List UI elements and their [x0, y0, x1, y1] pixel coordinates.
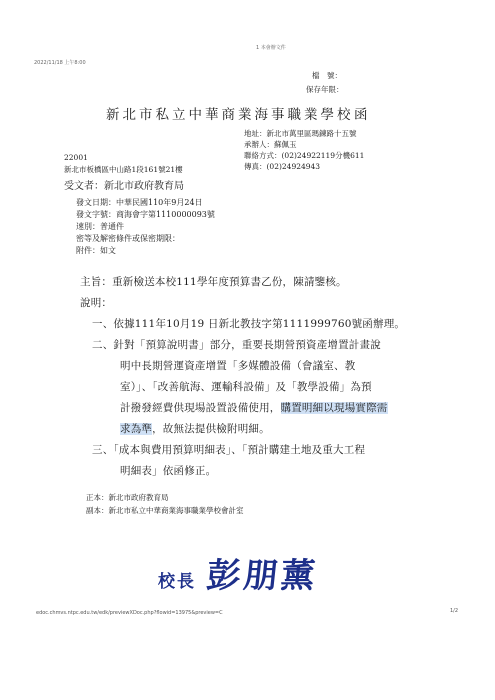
- stamp-timestamp: 2022/11/18 上午8:00: [34, 60, 86, 66]
- subject-line: 主旨：重新檢送本校111學年度預算書乙份，陳請鑒核。: [80, 276, 347, 288]
- explanation-item-1: 一、依據111年10月19 日新北教技字第1111999760號函辦理。: [92, 318, 406, 330]
- explanation-item-2-line-4: [120, 400, 388, 415]
- document-title: 新北市私立中華商業海事職業學校: [106, 107, 354, 123]
- signature-title: 校長: [158, 572, 196, 592]
- attachments: 附件：如文: [76, 246, 116, 255]
- line-text: 計撥發經費供現場設置設備使用，: [120, 402, 281, 414]
- page-header-label: 1 本會辦文件: [256, 45, 286, 51]
- cc-main-recipient: 正本：新北市政府教育局: [86, 493, 169, 502]
- explanation-label: 說明：: [80, 297, 113, 309]
- footer-url: edoc.chmvs.ntpc.edu.tw/edk/previewXDoc.php?flowid=13975&preview=C: [36, 610, 223, 616]
- sender-contact-person: 承辦人：蘇佩玉: [244, 140, 297, 149]
- document-number: 發文字號：商海會字第1110000093號: [76, 210, 215, 219]
- secrecy-level: 密等及解密條件或保密期限：: [76, 234, 180, 243]
- recipient-address: 新北市板橋區中山路1段161號21樓: [64, 165, 183, 174]
- explanation-item-2-line-5: [120, 421, 270, 436]
- sender-phone: 聯絡方式：(02)24922119分機611: [244, 151, 365, 160]
- signature-name: 彭朋薰: [204, 556, 320, 596]
- highlighted-text: 購置明細以現場實際需: [280, 402, 388, 414]
- principal-signature: [158, 548, 318, 597]
- highlighted-text: 求為準: [120, 423, 153, 435]
- explanation-item-2-line-2: 明中長期營運資產增置「多媒體設備（會議室、教: [120, 360, 356, 372]
- sender-fax: 傳真：(02)24924943: [244, 162, 321, 171]
- file-no-label: 檔 號：: [312, 71, 342, 80]
- cc-copy-recipient: 副本：新北市私立中華商業海事職業學校會計室: [86, 506, 244, 515]
- document-type: 函: [354, 107, 371, 123]
- sender-address: 地址：新北市萬里區瑪鍊路十五號: [244, 129, 357, 138]
- delivery-speed: 速別：普通件: [76, 222, 124, 231]
- retention-label: 保存年限：: [306, 85, 344, 94]
- explanation-item-2-line-3: 室）」、「改善航海、運輸科設備」及「教學設備」為預: [120, 381, 372, 393]
- issue-date: 發文日期：中華民國110年9月24日: [76, 198, 203, 207]
- explanation-item-3-line-1: 三、「成本與費用預算明細表」、「預計購建土地及重大工程: [92, 444, 366, 456]
- footer-page-number: 1/2: [450, 608, 459, 614]
- postal-code: 22001: [64, 153, 88, 162]
- explanation-item-2-line-1: 二、針對「預算說明書」部分，重要長期營預資產增置計畫說: [92, 339, 381, 351]
- recipient: 受文者：新北市政府教育局: [64, 181, 184, 192]
- line-text: ，故無法提供檢附明細。: [152, 423, 270, 435]
- explanation-item-3-line-2: 明細表」依函修正。: [120, 465, 217, 477]
